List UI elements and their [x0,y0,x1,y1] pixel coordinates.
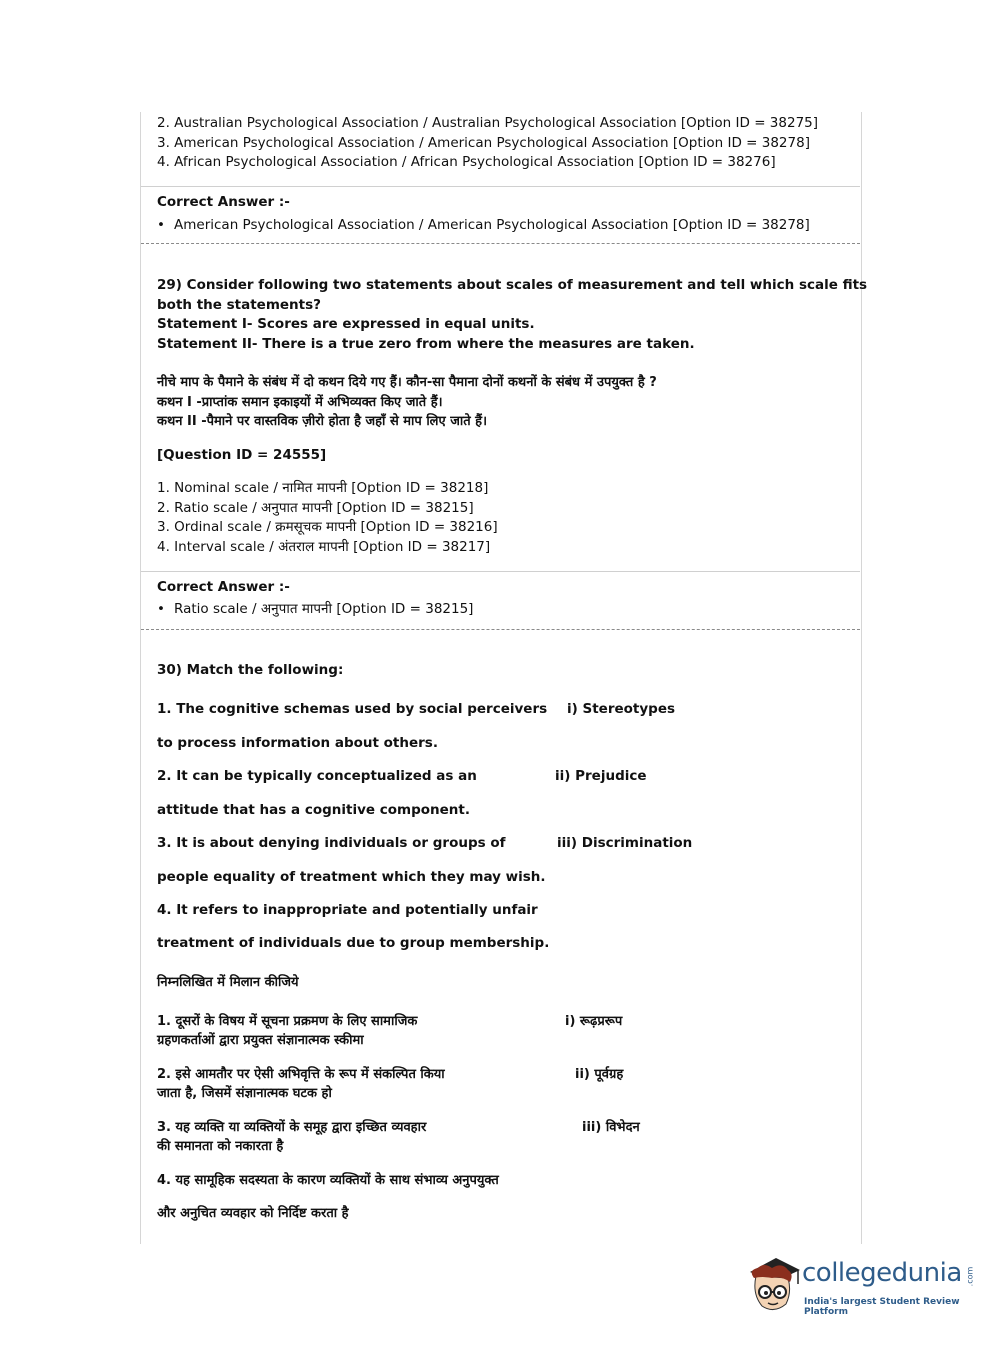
q29-question-id: [Question ID = 24555] [157,447,327,463]
q29-option-4: 4. Interval scale / अंतराल मापनी [Option ID = 38217] [157,539,491,555]
q30-hindi-item-3-line-1: 3. यह व्यक्ति या व्यक्तियों के समूह द्वारा इच्छित व्यवहार [157,1120,427,1135]
q30-hindi-item-3-line-2: की समानता को नकारता है [157,1139,284,1154]
q30-item-3-line-1: 3. It is about denying individuals or groups of [157,835,506,851]
q30-hindi-option-iii: iii) विभेदन [582,1120,640,1135]
q29-option-3: 3. Ordinal scale / क्रमसूचक मापनी [Option ID = 38216] [157,519,498,535]
q30-hindi-title: निम्नलिखित में मिलान कीजिये [157,975,299,990]
q30-item-4-line-2: treatment of individuals due to group membership. [157,935,550,951]
q30-title: 30) Match the following: [157,662,344,678]
mascot-icon [742,1250,802,1322]
q29-statement-1: Statement I- Scores are expressed in equal units. [157,316,535,332]
q29-line-1: 29) Consider following two statements about scales of measurement and tell which scale fits [157,277,868,293]
question-divider [141,243,860,244]
collegedunia-logo[interactable] [742,1250,975,1322]
q29-hindi-2: कथन I -प्राप्तांक समान इकाइयों में अभिव्यक्त किए जाते हैं। [157,395,443,410]
q29-hindi-3: कथन II -पैमाने पर वास्तविक ज़ीरो होता है जहाँ से माप लिए जाते हैं। [157,414,487,429]
q29-hindi-1: नीचे माप के पैमाने के संबंध में दो कथन दिये गए हैं। कौन-सा पैमाना दोनों कथनों के संबंध में उपयुक्त है ? [157,375,657,390]
q30-hindi-item-1-line-2: ग्रहणकर्ताओं द्वारा प्रयुक्त संज्ञानात्मक स्कीमा [157,1033,364,1048]
q28-option-3: 3. American Psychological Association / American Psychological Association [Option ID = 38278] [157,135,810,151]
q28-correct-answer: • American Psychological Association / American Psychological Association [Option ID = 38278] [157,216,810,236]
question-divider [141,629,860,630]
q28-option-2: 2. Australian Psychological Association / Australian Psychological Association [Option ID = 38275] [157,115,819,131]
q29-correct-answer: • Ratio scale / अनुपात मापनी [Option ID = 38215] [157,600,473,620]
q30-hindi-option-i: i) रूढ़प्ररूप [565,1014,623,1029]
q30-option-ii: ii) Prejudice [555,768,647,784]
logo-tagline: India's largest Student Review Platform [804,1297,960,1317]
q30-item-2-line-2: attitude that has a cognitive component. [157,802,470,818]
q29-option-1: 1. Nominal scale / नामित मापनी [Option ID = 38218] [157,480,489,496]
q30-item-1-line-2: to process information about others. [157,735,438,751]
q29-correct-label: Correct Answer :- [157,579,290,595]
logo-wordmark: collegedunia [802,1258,962,1288]
q29-statement-2: Statement II- There is a true zero from where the measures are taken. [157,336,695,352]
logo-domain: .com [965,1266,975,1287]
q30-hindi-item-2-line-1: 2. इसे आमतौर पर ऐसी अभिवृत्ति के रूप में संकल्पित किया [157,1067,445,1082]
q30-item-3-line-2: people equality of treatment which they may wish. [157,869,546,885]
q28-option-4: 4. African Psychological Association / African Psychological Association [Option ID = 38276] [157,154,776,170]
q30-option-iii: iii) Discrimination [557,835,693,851]
divider [141,571,860,572]
q30-item-4-line-1: 4. It refers to inappropriate and potentially unfair [157,902,538,918]
q30-hindi-item-4-line-1: 4. यह सामूहिक सदस्यता के कारण व्यक्तियों के साथ संभाव्य अनुपयुक्त [157,1173,499,1188]
q29-line-2: both the statements? [157,297,321,313]
q30-item-1-line-1: 1. The cognitive schemas used by social perceivers [157,701,548,717]
q29-option-2: 2. Ratio scale / अनुपात मापनी [Option ID = 38215] [157,500,474,516]
q30-option-i: i) Stereotypes [567,701,676,717]
q30-item-2-line-1: 2. It can be typically conceptualized as an [157,768,477,784]
q30-hindi-item-2-line-2: जाता है, जिसमें संज्ञानात्मक घटक हो [157,1086,332,1101]
q30-hindi-item-4-line-2: और अनुचित व्यवहार को निर्दिष्ट करता है [157,1206,349,1221]
q30-hindi-item-1-line-1: 1. दूसरों के विषय में सूचना प्रक्रमण के लिए सामाजिक [157,1014,418,1029]
divider [141,186,860,187]
q30-hindi-option-ii: ii) पूर्वग्रह [575,1067,624,1082]
q28-correct-label: Correct Answer :- [157,194,290,210]
